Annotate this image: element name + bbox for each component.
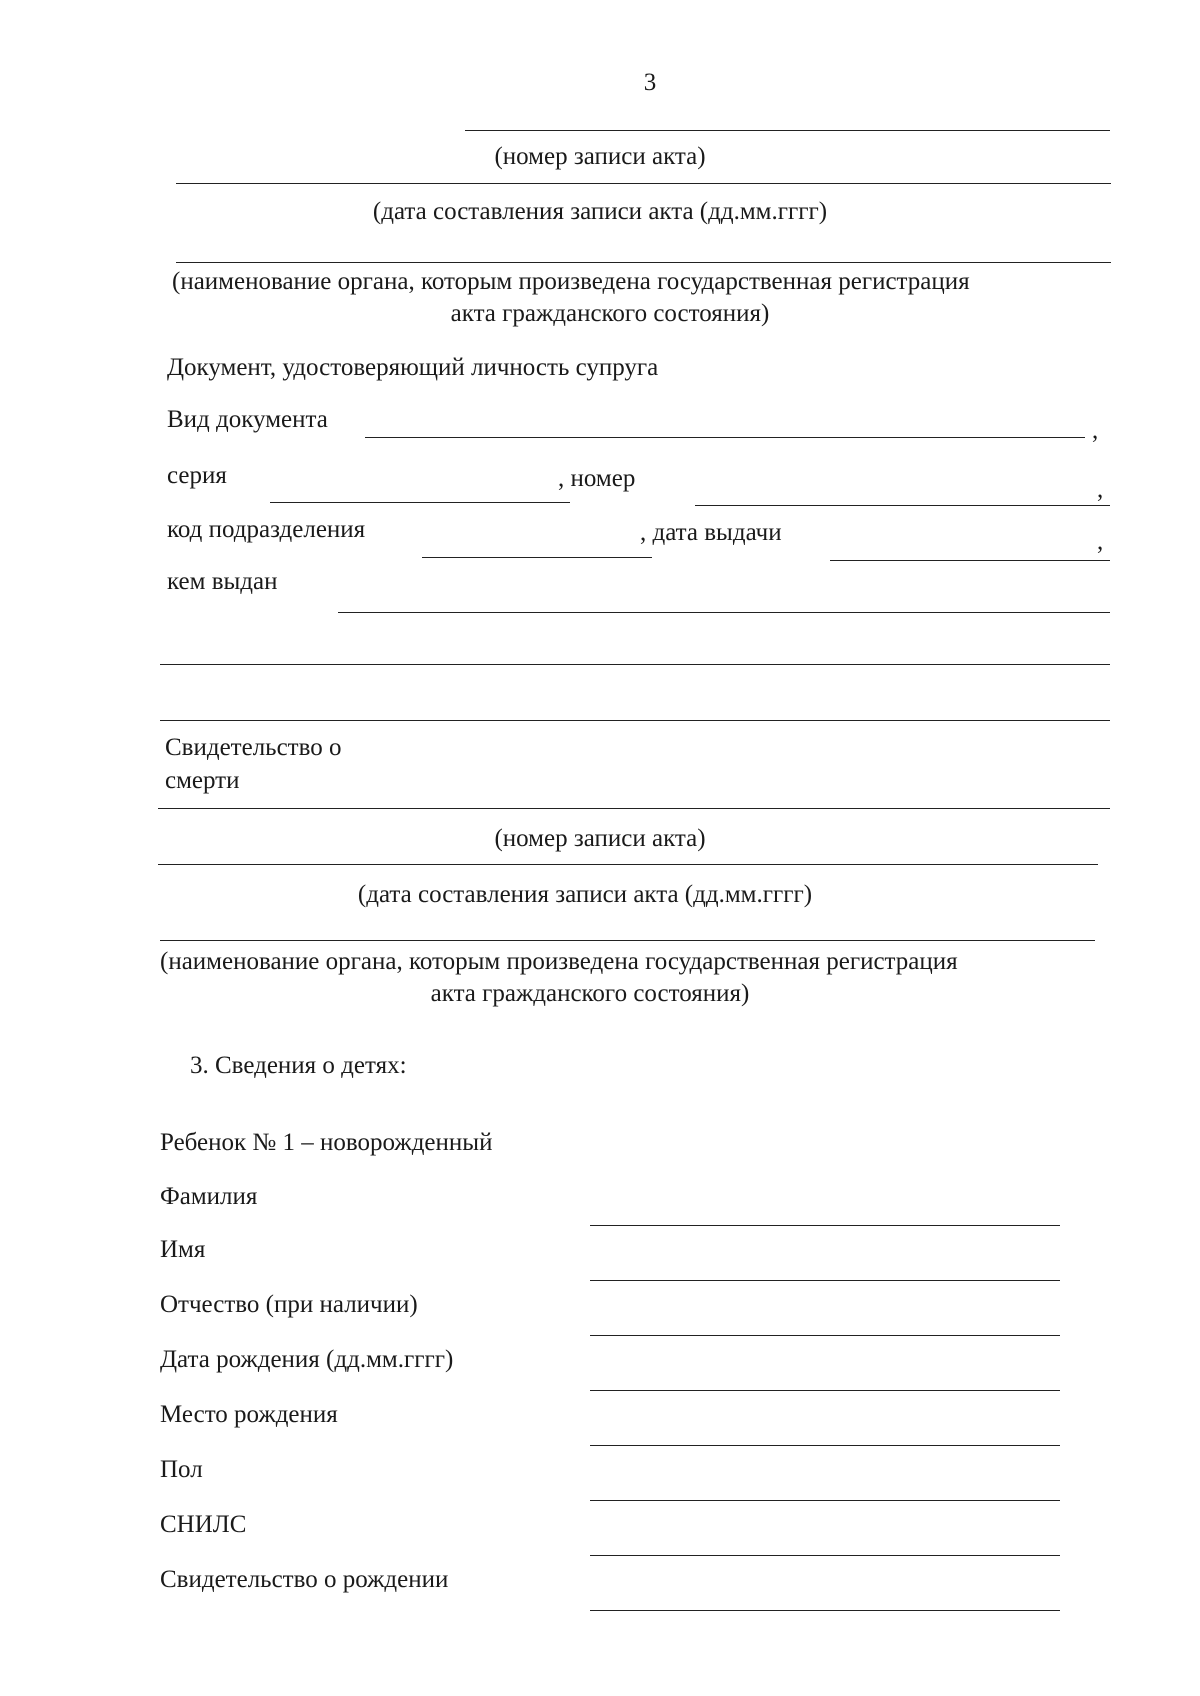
snils-field[interactable] xyxy=(590,1555,1060,1556)
children-section-heading: 3. Сведения о детях: xyxy=(190,1052,407,1079)
number-label: , номер xyxy=(558,465,636,492)
field-label-sex: Пол xyxy=(160,1456,203,1483)
issue-date-comma: , xyxy=(1097,528,1104,555)
sex-field[interactable] xyxy=(590,1500,1060,1501)
record-number-caption: (номер записи акта) xyxy=(494,143,706,170)
death-record-number-caption: (номер записи акта) xyxy=(494,825,706,852)
death-record-date-caption: (дата составления записи акта (дд.мм.гггг) xyxy=(357,881,813,908)
doc-type-comma: , xyxy=(1092,417,1099,444)
death-authority-caption-line1: (наименование органа, которым произведена государственная регистрация xyxy=(160,948,958,975)
authority-caption-line2: акта гражданского состояния) xyxy=(450,300,770,327)
birth-certificate-field[interactable] xyxy=(590,1610,1060,1611)
field-label-birth-place: Место рождения xyxy=(160,1401,338,1428)
number-comma: , xyxy=(1097,476,1104,503)
authority-caption-line1: (наименование органа, которым произведена государственная регистрация xyxy=(172,268,970,295)
division-code-label: код подразделения xyxy=(167,516,366,543)
authority-line[interactable] xyxy=(176,262,1111,263)
issue-date-label: , дата выдачи xyxy=(640,519,782,546)
first-name-field[interactable] xyxy=(590,1280,1060,1281)
issue-date-field[interactable] xyxy=(830,560,1110,561)
series-label: серия xyxy=(167,462,227,489)
field-label-first-name: Имя xyxy=(160,1236,206,1263)
birth-place-field[interactable] xyxy=(590,1445,1060,1446)
issued-by-field-3[interactable] xyxy=(160,720,1110,721)
field-label-birth-date: Дата рождения (дд.мм.гггг) xyxy=(160,1346,454,1373)
birth-date-field[interactable] xyxy=(590,1390,1060,1391)
child-title: Ребенок № 1 – новорожденный xyxy=(160,1129,493,1156)
field-label-patronymic: Отчество (при наличии) xyxy=(160,1291,418,1318)
death-certificate-label-line1: Свидетельство о xyxy=(165,734,342,761)
death-authority-line[interactable] xyxy=(160,940,1095,941)
issued-by-field-1[interactable] xyxy=(338,612,1110,613)
page-number: 3 xyxy=(643,69,657,96)
number-field[interactable] xyxy=(695,505,1110,506)
issued-by-label: кем выдан xyxy=(167,568,278,595)
identity-document-heading: Документ, удостоверяющий личность супруга xyxy=(167,354,659,381)
doc-type-field[interactable] xyxy=(365,437,1085,438)
death-certificate-label-line2: смерти xyxy=(165,767,240,794)
field-label-birth-certificate: Свидетельство о рождении xyxy=(160,1566,449,1593)
record-date-line[interactable] xyxy=(176,183,1111,184)
death-record-date-line[interactable] xyxy=(158,864,1098,865)
division-code-field[interactable] xyxy=(422,557,652,558)
issued-by-field-2[interactable] xyxy=(160,664,1110,665)
field-label-snils: СНИЛС xyxy=(160,1511,247,1538)
doc-type-label: Вид документа xyxy=(167,406,328,433)
death-authority-caption-line2: акта гражданского состояния) xyxy=(430,980,750,1007)
series-field[interactable] xyxy=(270,502,570,503)
field-label-surname: Фамилия xyxy=(160,1183,258,1210)
patronymic-field[interactable] xyxy=(590,1335,1060,1336)
surname-field[interactable] xyxy=(590,1225,1060,1226)
record-date-caption: (дата составления записи акта (дд.мм.гггг) xyxy=(372,198,828,225)
record-number-line[interactable] xyxy=(465,130,1110,131)
death-record-number-line[interactable] xyxy=(158,808,1110,809)
